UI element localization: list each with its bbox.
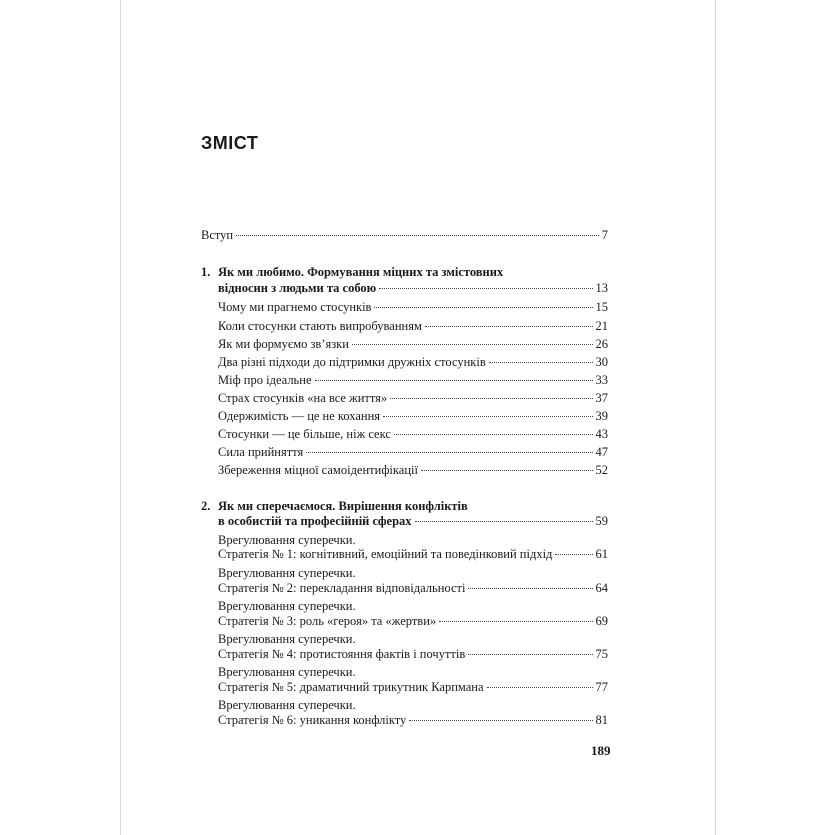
toc-label: Стратегія № 6: уникання конфлікту: [218, 713, 407, 727]
toc-page: 43: [595, 427, 608, 441]
toc-entry-intro: [201, 227, 608, 243]
leader-dots: [352, 343, 593, 345]
toc-label: Стратегія № 2: перекладання відповідальності: [218, 581, 466, 595]
leader-dots: [439, 620, 592, 622]
toc-entry: [218, 462, 608, 478]
toc-page: 69: [595, 614, 608, 628]
toc-entry: [218, 679, 608, 695]
toc-label: Стратегія № 1: когнітивний, емоційний та поведінковий підхід: [218, 547, 553, 561]
leader-dots: [409, 719, 592, 721]
toc-entry: [218, 646, 608, 662]
toc-page: 39: [595, 409, 608, 423]
leader-dots: [394, 433, 593, 435]
toc-entry: [218, 372, 608, 388]
toc-label: Як ми формуємо зв’язки: [218, 337, 349, 351]
leader-dots: [555, 553, 592, 555]
toc-page: 15: [595, 300, 608, 314]
toc-page: 59: [595, 514, 608, 528]
leader-dots: [468, 587, 592, 589]
toc-entry: [218, 546, 608, 562]
chapter-title-line1: Як ми любимо. Формування міцних та змістовних: [218, 265, 504, 279]
toc-entry: [218, 336, 608, 352]
toc-page: 75: [595, 647, 608, 661]
toc-entry-line1: Врегулювання суперечки.: [218, 698, 356, 712]
toc-entry: [218, 318, 608, 334]
toc-label: Страх стосунків «на все життя»: [218, 391, 388, 405]
toc-page: 33: [595, 373, 608, 387]
chapter-number: 2.: [201, 499, 211, 513]
leader-dots: [390, 397, 592, 399]
leader-dots: [383, 415, 592, 417]
leader-dots: [487, 686, 593, 688]
leader-dots: [306, 451, 592, 453]
toc-entry: [218, 444, 608, 460]
toc-label: Стосунки — це більше, ніж секс: [218, 427, 391, 441]
toc-label: Вступ: [201, 228, 234, 242]
toc-page: 61: [595, 547, 608, 561]
chapter-title-line2: в особистій та професійній сферах: [218, 514, 412, 528]
leader-dots: [421, 469, 593, 471]
leader-dots: [425, 325, 593, 327]
toc-entry: [218, 390, 608, 406]
book-page: [120, 0, 716, 835]
toc-entry-chapter-1: [218, 280, 608, 296]
toc-label: Стратегія № 5: драматичний трикутник Карпмана: [218, 680, 484, 694]
toc-label: Чому ми прагнемо стосунків: [218, 300, 372, 314]
toc-page: 37: [595, 391, 608, 405]
leader-dots: [468, 653, 592, 655]
toc-entry-line1: Врегулювання суперечки.: [218, 665, 356, 679]
chapter-title-line2: відносин з людьми та собою: [218, 281, 377, 295]
toc-page: 81: [595, 713, 608, 727]
toc-entry: [218, 712, 608, 728]
toc-entry-line1: Врегулювання суперечки.: [218, 632, 356, 646]
leader-dots: [489, 361, 593, 363]
toc-label: Два різні підходи до підтримки дружніх стосунків: [218, 355, 486, 369]
toc-page: 21: [595, 319, 608, 333]
toc-page: 64: [595, 581, 608, 595]
leader-dots: [379, 287, 592, 289]
toc-label: Збереження міцної самоідентифікації: [218, 463, 418, 477]
toc-page: 26: [595, 337, 608, 351]
toc-entry: [218, 613, 608, 629]
toc-label: Одержимість — це не кохання: [218, 409, 381, 423]
page-number: 189: [591, 743, 611, 758]
toc-label: Коли стосунки стають випробуванням: [218, 319, 422, 333]
leader-dots: [315, 379, 593, 381]
toc-entry-chapter-2: [218, 513, 608, 529]
toc-page: 30: [595, 355, 608, 369]
leader-dots: [236, 234, 599, 236]
toc-entry: [218, 408, 608, 424]
leader-dots: [415, 520, 593, 522]
toc-entry: [218, 354, 608, 370]
toc-page: 13: [595, 281, 608, 295]
toc-page: 52: [595, 463, 608, 477]
toc-label: Міф про ідеальне: [218, 373, 312, 387]
toc-entry-line1: Врегулювання суперечки.: [218, 566, 356, 580]
toc-entry: [218, 580, 608, 596]
toc-entry: [218, 299, 608, 315]
leader-dots: [374, 306, 592, 308]
toc-label: Стратегія № 4: протистояння фактів і почуттів: [218, 647, 466, 661]
toc-title: ЗМІСТ: [201, 133, 259, 153]
toc-label: Стратегія № 3: роль «героя» та «жертви»: [218, 614, 437, 628]
toc-entry-line1: Врегулювання суперечки.: [218, 533, 356, 547]
toc-label: Сила прийняття: [218, 445, 304, 459]
toc-page: 7: [601, 228, 608, 242]
toc-page: 47: [595, 445, 608, 459]
chapter-number: 1.: [201, 265, 211, 279]
toc-entry-line1: Врегулювання суперечки.: [218, 599, 356, 613]
toc-entry: [218, 426, 608, 442]
toc-page: 77: [595, 680, 608, 694]
chapter-title-line1: Як ми сперечаємося. Вирішення конфліктів: [218, 499, 468, 513]
